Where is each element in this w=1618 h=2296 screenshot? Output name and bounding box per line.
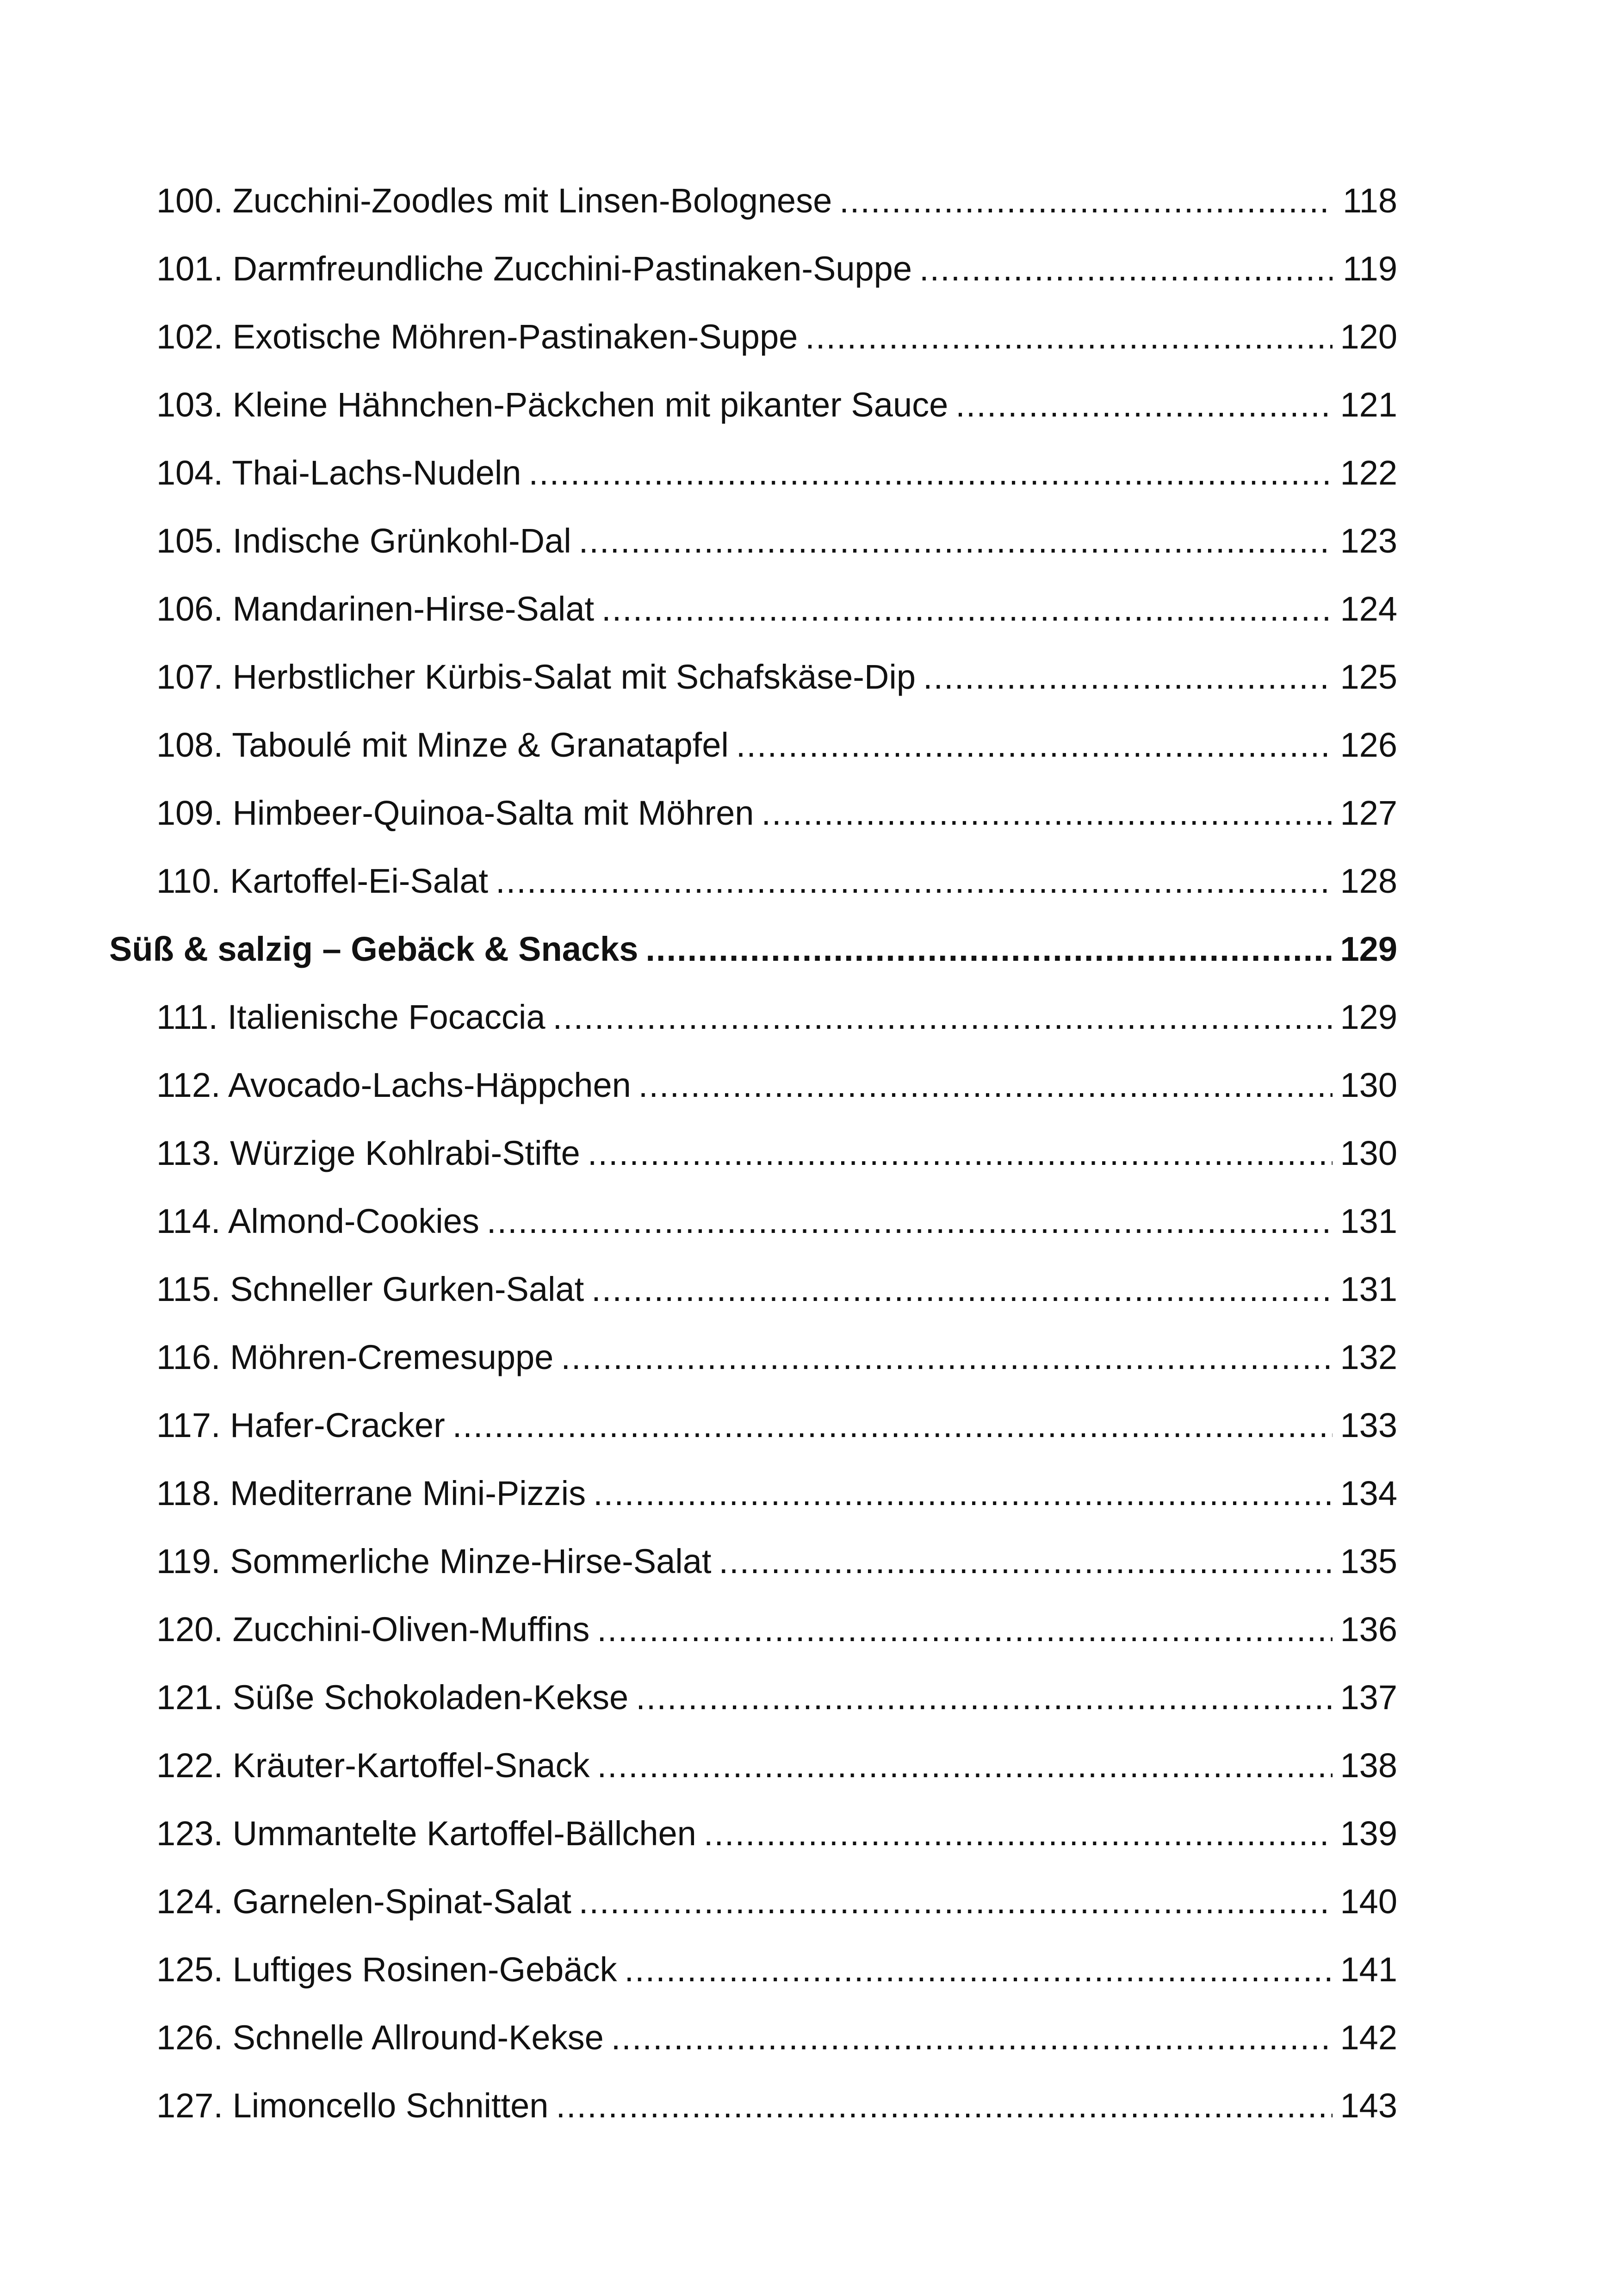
toc-entry-title: 106. Mandarinen-Hirse-Salat	[156, 589, 595, 628]
toc-page-number: 126	[1340, 725, 1397, 764]
toc-entry[interactable]	[109, 1663, 1397, 1731]
dot-leader	[625, 1953, 1333, 1987]
toc-page-number: 130	[1340, 1133, 1397, 1172]
toc-page-number: 121	[1340, 385, 1397, 424]
dot-leader	[611, 2021, 1333, 2055]
dot-leader	[453, 1408, 1333, 1443]
toc-entry-title: 113. Würzige Kohlrabi-Stifte	[156, 1133, 580, 1172]
dot-leader	[805, 320, 1333, 354]
toc-entry[interactable]	[109, 2004, 1397, 2072]
toc-entry[interactable]	[109, 1867, 1397, 1935]
toc-entry-title: 124. Garnelen-Spinat-Salat	[156, 1882, 571, 1921]
toc-entry[interactable]	[109, 235, 1397, 303]
dot-leader	[496, 864, 1333, 898]
toc-entry[interactable]	[109, 1595, 1397, 1663]
toc-page-number: 123	[1340, 521, 1397, 560]
dot-leader	[591, 1272, 1333, 1307]
dot-leader	[736, 728, 1333, 762]
dot-leader	[704, 1817, 1333, 1851]
dot-leader	[556, 2089, 1333, 2123]
toc-entry[interactable]	[109, 439, 1397, 507]
toc-entry-title: 126. Schnelle Allround-Kekse	[156, 2018, 604, 2057]
dot-leader	[528, 456, 1333, 490]
dot-leader	[761, 796, 1333, 830]
toc-entry[interactable]	[109, 1799, 1397, 1867]
dot-leader	[636, 1680, 1333, 1715]
dot-leader	[645, 932, 1333, 966]
toc-section-heading[interactable]	[109, 915, 1397, 983]
toc-page-number: 137	[1340, 1678, 1397, 1717]
toc-entry-title: 114. Almond-Cookies	[156, 1201, 479, 1240]
toc-page-number: 122	[1340, 453, 1397, 492]
toc-entry[interactable]	[109, 575, 1397, 643]
toc-entry[interactable]	[109, 1051, 1397, 1119]
toc-entry[interactable]	[109, 779, 1397, 847]
toc-entry[interactable]	[109, 1527, 1397, 1595]
dot-leader	[579, 1885, 1333, 1919]
toc-entry-title: 108. Taboulé mit Minze & Granatapfel	[156, 725, 729, 764]
toc-entry-title: 109. Himbeer-Quinoa-Salta mit Möhren	[156, 793, 754, 832]
dot-leader	[553, 1000, 1333, 1034]
toc-entry-title: 119. Sommerliche Minze-Hirse-Salat	[156, 1542, 712, 1580]
toc-entry[interactable]	[109, 1935, 1397, 2004]
toc-entry-title: 121. Süße Schokoladen-Kekse	[156, 1678, 629, 1717]
toc-entry-title: 117. Hafer-Cracker	[156, 1406, 445, 1444]
dot-leader	[588, 1136, 1333, 1170]
toc-entry[interactable]	[109, 983, 1397, 1051]
toc-page-number: 119	[1343, 249, 1397, 288]
toc-entry-title: 125. Luftiges Rosinen-Gebäck	[156, 1950, 617, 1989]
dot-leader	[839, 184, 1333, 218]
toc-page-number: 139	[1340, 1814, 1397, 1853]
toc-page-number: 140	[1340, 1882, 1397, 1921]
toc-entry-title: 120. Zucchini-Oliven-Muffins	[156, 1610, 590, 1649]
dot-leader	[639, 1068, 1333, 1102]
toc-entry-title: 110. Kartoffel-Ei-Salat	[156, 861, 489, 900]
toc-entry-title: 100. Zucchini-Zoodles mit Linsen-Bolognese	[156, 181, 832, 220]
toc-page-number: 118	[1343, 181, 1397, 220]
toc-entry[interactable]	[109, 1731, 1397, 1799]
toc-entry-title: 122. Kräuter-Kartoffel-Snack	[156, 1746, 590, 1785]
toc-entry-title: 115. Schneller Gurken-Salat	[156, 1269, 584, 1308]
dot-leader	[579, 524, 1333, 558]
toc-page-number: 125	[1340, 657, 1397, 696]
toc-entry[interactable]	[109, 847, 1397, 915]
toc-page-number: 134	[1340, 1474, 1397, 1512]
toc-page-number: 141	[1340, 1950, 1397, 1989]
toc-entry-title: 112. Avocado-Lachs-Häppchen	[156, 1065, 631, 1104]
toc-entry[interactable]	[109, 1119, 1397, 1187]
dot-leader	[597, 1612, 1333, 1647]
toc-page-number: 132	[1340, 1338, 1397, 1376]
toc-page-number: 130	[1340, 1065, 1397, 1104]
toc-entry-title: 103. Kleine Hähnchen-Päckchen mit pikanter Sauce	[156, 385, 948, 424]
toc-page-number: 127	[1340, 793, 1397, 832]
toc-page-number: 133	[1340, 1406, 1397, 1444]
toc-entry[interactable]	[109, 1255, 1397, 1323]
toc-page-number: 135	[1340, 1542, 1397, 1580]
table-of-contents	[109, 167, 1397, 2140]
toc-entry-title: 123. Ummantelte Kartoffel-Bällchen	[156, 1814, 696, 1853]
toc-entry-title: 105. Indische Grünkohl-Dal	[156, 521, 571, 560]
toc-page-number: 129	[1340, 929, 1397, 968]
toc-entry-title: 102. Exotische Möhren-Pastinaken-Suppe	[156, 317, 798, 356]
toc-entry-title: Süß & salzig – Gebäck & Snacks	[109, 929, 639, 968]
dot-leader	[597, 1748, 1333, 1783]
toc-entry-title: 111. Italienische Focaccia	[156, 997, 546, 1036]
toc-entry[interactable]	[109, 643, 1397, 711]
toc-page-number: 129	[1340, 997, 1397, 1036]
toc-entry[interactable]	[109, 1187, 1397, 1255]
toc-entry-title: 116. Möhren-Cremesuppe	[156, 1338, 554, 1376]
toc-entry-title: 118. Mediterrane Mini-Pizzis	[156, 1474, 586, 1512]
toc-entry[interactable]	[109, 371, 1397, 439]
toc-entry[interactable]	[109, 1391, 1397, 1459]
toc-page-number: 143	[1340, 2086, 1397, 2125]
toc-page-number: 136	[1340, 1610, 1397, 1649]
toc-entry[interactable]	[109, 507, 1397, 575]
toc-page-number: 142	[1340, 2018, 1397, 2057]
dot-leader	[719, 1544, 1333, 1579]
toc-page-number: 131	[1340, 1269, 1397, 1308]
dot-leader	[593, 1476, 1333, 1511]
toc-entry[interactable]	[109, 1323, 1397, 1391]
toc-page-number: 120	[1340, 317, 1397, 356]
dot-leader	[561, 1340, 1333, 1375]
toc-entry[interactable]	[109, 1459, 1397, 1527]
toc-page-number: 138	[1340, 1746, 1397, 1785]
toc-entry[interactable]	[109, 167, 1397, 235]
toc-page-number: 124	[1340, 589, 1397, 628]
toc-entry-title: 107. Herbstlicher Kürbis-Salat mit Schafskäse-Dip	[156, 657, 916, 696]
dot-leader	[955, 388, 1333, 422]
toc-entry[interactable]	[109, 711, 1397, 779]
toc-entry-title: 104. Thai-Lachs-Nudeln	[156, 453, 521, 492]
dot-leader	[919, 252, 1333, 286]
toc-page-number: 131	[1340, 1201, 1397, 1240]
dot-leader	[601, 592, 1333, 626]
toc-entry-title: 127. Limoncello Schnitten	[156, 2086, 549, 2125]
toc-page-number: 128	[1340, 861, 1397, 900]
toc-entry-title: 101. Darmfreundliche Zucchini-Pastinaken-Suppe	[156, 249, 912, 288]
dot-leader	[487, 1204, 1333, 1238]
dot-leader	[923, 660, 1333, 694]
toc-entry[interactable]	[109, 303, 1397, 371]
toc-entry[interactable]	[109, 2072, 1397, 2140]
